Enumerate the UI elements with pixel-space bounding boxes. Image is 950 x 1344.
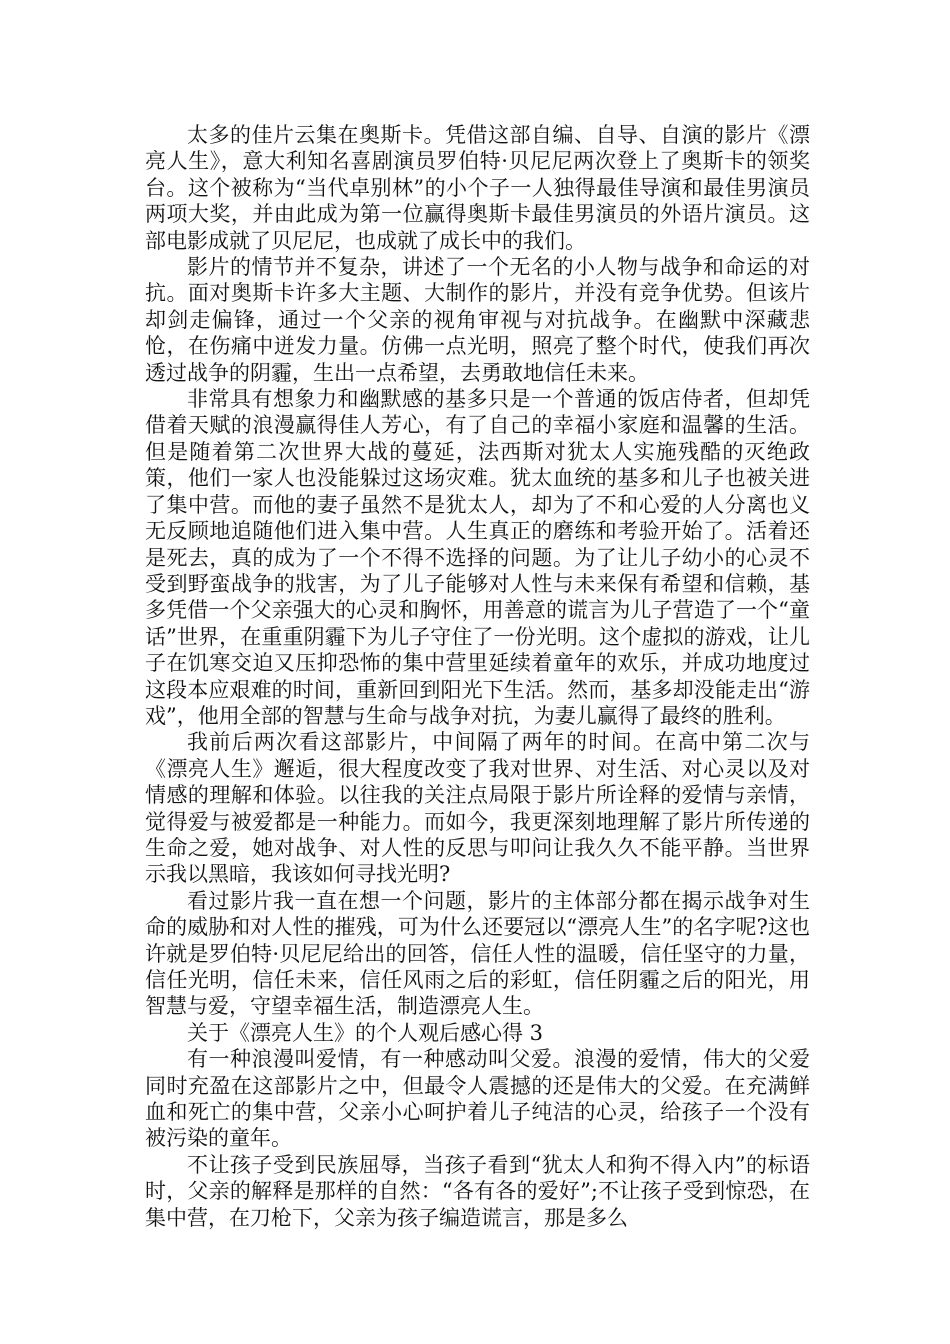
paragraph-plot-summary: 影片的情节并不复杂，讲述了一个无名的小人物与战争和命运的对抗。面对奥斯卡许多大主题、大制作的影片，并没有竞争优势。但该片却剑走偏锋，通过一个父亲的视角审视与对抗战争。在幽默中深藏悲怆，在伤痛中迸发力量。仿佛一点光明，照亮了整个时代，使我们再次透过战争的阴霾，生出一点希望，去勇敢地信任未来。 (145, 255, 810, 385)
paragraph-title-meaning: 看过影片我一直在想一个问题，影片的主体部分都在揭示战争对生命的威胁和对人性的摧残，可为什么还要冠以“漂亮人生”的名字呢?这也许就是罗伯特·贝尼尼给出的回答，信任人性的温暖，信任坚守的力量，信任光明，信任未来，信任风雨之后的彩虹，信任阴霾之后的阳光，用智慧与爱，守望幸福生活，制造漂亮人生。 (145, 888, 810, 1019)
document-page (145, 122, 810, 1231)
paragraph-oscar-intro: 太多的佳片云集在奥斯卡。凭借这部自编、自导、自演的影片《漂亮人生》，意大利知名喜剧演员罗伯特·贝尼尼两次登上了奥斯卡的领奖台。这个被称为“当代卓别林”的小个子一人独得最佳导演和最佳男演员两项大奖，并由此成为第一位赢得奥斯卡最佳男演员的外语片演员。这部电影成就了贝尼尼，也成就了成长中的我们。 (145, 123, 810, 253)
paragraph-fatherly-love: 有一种浪漫叫爱情，有一种感动叫父爱。浪漫的爱情，伟大的父爱同时充盈在这部影片之中，但最令人震撼的还是伟大的父爱。在充满鲜血和死亡的集中营，父亲小心呵护着儿子纯洁的心灵，给孩子一个没有被污染的童年。 (145, 1047, 810, 1151)
paragraph-personal-reflection: 我前后两次看这部影片，中间隔了两年的时间。在高中第二次与《漂亮人生》邂逅，很大程度改变了我对世界、对生活、对心灵以及对情感的理解和体验。以往我的关注点局限于影片所诠释的爱情与亲情，觉得爱与被爱都是一种能力。而如今，我更深刻地理解了影片所传递的生命之爱，她对战争、对人性的反思与叩问让我久久不能平静。当世界示我以黑暗，我该如何寻找光明? (145, 730, 810, 887)
section-heading: 关于《漂亮人生》的个人观后感心得 3 (187, 1020, 544, 1045)
paragraph-guido-story: 非常具有想象力和幽默感的基多只是一个普通的饭店侍者，但却凭借着天赋的浪漫赢得佳人芳心，有了自己的幸福小家庭和温馨的生活。但是随着第二次世界大战的蔓延，法西斯对犹太人实施残酷的灭绝政策，他们一家人也没能躲过这场灾难。犹太血统的基多和儿子也被关进了集中营。而他的妻子虽然不是犹太人，却为了不和心爱的人分离也义无反顾地追随他们进入集中营。人生真正的磨练和考验开始了。活着还是死去，真的成为了一个不得不选择的问题。为了让儿子幼小的心灵不受到野蛮战争的戕害，为了儿子能够对人性与未来保有希望和信赖，基多凭借一个父亲强大的心灵和胸怀，用善意的谎言为儿子营造了一个“童话”世界，在重重阴霾下为儿子守住了一份光明。这个虚拟的游戏，让儿子在饥寒交迫又压抑恐怖的集中营里延续着童年的欢乐，并成功地度过这段本应艰难的时间，重新回到阳光下生活。然而，基多却没能走出“游戏”，他用全部的智慧与生命与战争对抗，为妻儿赢得了最终的胜利。 (145, 387, 810, 728)
paragraph-protecting-child: 不让孩子受到民族屈辱，当孩子看到“犹太人和狗不得入内”的标语时，父亲的解释是那样的自然：“各有各的爱好”;不让孩子受到惊恐，在集中营，在刀枪下，父亲为孩子编造谎言，那是多么 (145, 1152, 810, 1230)
